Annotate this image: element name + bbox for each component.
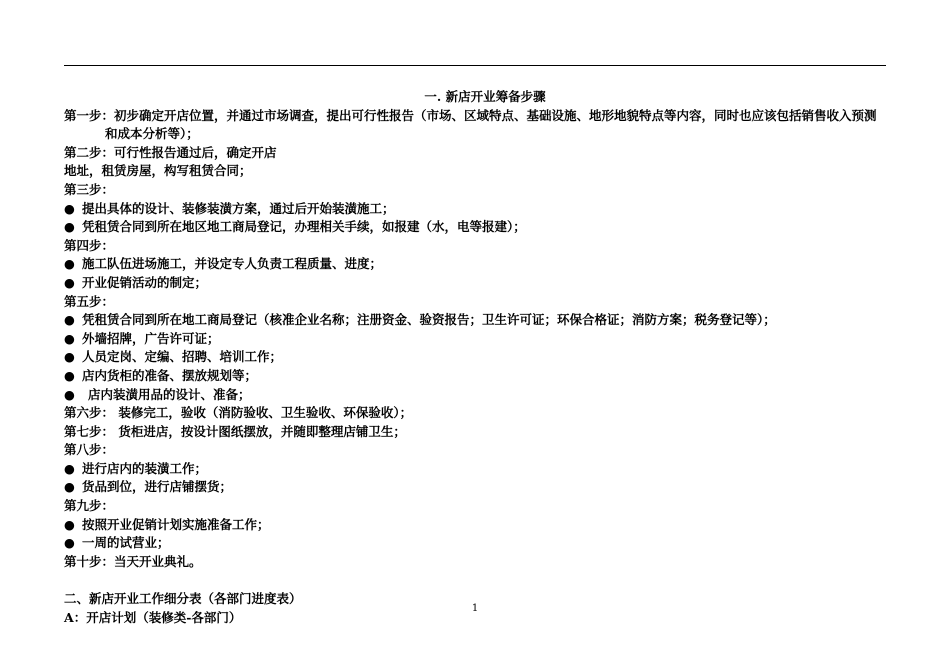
bullet-dot-icon: ● [64,479,75,495]
bullet-dot-icon: ● [64,367,75,383]
text-line: 第六步： 装修完工，验收（消防验收、卫生验收、环保验收）； [64,405,413,421]
bullet-text: 施工队伍进场施工，并设定专人负责工程质量、进度； [82,256,383,272]
bullet-item [64,200,886,219]
bullet-text: 外墙招牌，广告许可证； [82,330,220,346]
bullet-text: 开业促销活动的制定； [82,274,208,290]
page-number: 1 [471,603,479,614]
bullet-item [64,348,886,367]
bullet-text: 凭租赁合同到所在地工商局登记（核准企业名称；注册资金、验资报告；卫生许可证；环保合格证；消防方案；税务登记等）； [82,312,776,328]
bullet-dot-icon: ● [64,200,75,216]
bullet-dot-icon: ● [64,256,75,272]
bullet-text: 一周的试营业； [82,535,170,551]
text-line: 第九步： [64,498,115,514]
text-line: 二、新店开业工作细分表（各部门进度表） [64,591,302,607]
text-line: 第八步： [64,442,115,458]
bullet-text: 进行店内的装潢工作； [82,460,208,476]
text-line: 第五步： [64,293,115,309]
step-paragraph [64,107,886,144]
document-title: 一. 新店开业筹备步骤 [424,89,546,104]
blank-line [64,571,886,590]
bullet-text: 货品到位，进行店铺摆货； [82,479,233,495]
text-line: 第七步： 货柜进店，按设计图纸摆放，并随即整理店铺卫生； [64,423,406,439]
text-line: A：开店计划（装修类-各部门） [64,609,242,625]
header-rule [64,65,886,66]
bullet-item [64,218,886,237]
bullet-item [64,386,886,405]
text-line: 第三步： [64,181,115,197]
bullet-item [64,534,886,553]
bullet-item [64,460,886,479]
bullet-text: 按照开业促销计划实施准备工作； [82,516,270,532]
bullet-text: 人员定岗、定编、招聘、培训工作； [82,349,283,365]
bullet-dot-icon: ● [64,219,75,235]
text-line: 地址，租赁房屋，构写租赁合同； [64,163,252,179]
bullet-dot-icon: ● [64,516,75,532]
bullet-dot-icon: ● [64,274,75,290]
bullet-dot-icon: ● [64,386,75,402]
bullet-item [64,330,886,349]
bullet-text: 凭租赁合同到所在地区地工商局登记，办理相关手续，如报建（水，电等报建）； [82,219,526,235]
bullet-dot-icon: ● [64,460,75,476]
bullet-text: 店内装潢用品的设计、准备； [88,386,251,402]
bullet-item [64,516,886,535]
step-text: 第一步：初步确定开店位置，并通过市场调查，提出可行性报告（市场、区域特点、基础设施、地形地貌特点等内容，同时也应该包括销售收入预测和成本分析等）； [64,107,877,142]
document-body [64,88,886,627]
bullet-text: 提出具体的设计、装修装潢方案，通过后开始装潢施工； [82,200,395,216]
bullet-item [64,367,886,386]
bullet-item [64,311,886,330]
bullet-text: 店内货柜的准备、摆放规划等； [82,367,258,383]
bullet-dot-icon: ● [64,349,75,365]
text-line: 第十步：当天开业典礼。 [64,553,202,569]
bullet-dot-icon: ● [64,312,75,328]
bullet-dot-icon: ● [64,535,75,551]
bullet-item [64,274,886,293]
text-line: 第四步： [64,237,115,253]
step-list [64,107,886,628]
text-line: 第二步：可行性报告通过后，确定开店 [64,144,277,160]
bullet-item [64,478,886,497]
bullet-item [64,255,886,274]
bullet-dot-icon: ● [64,330,75,346]
